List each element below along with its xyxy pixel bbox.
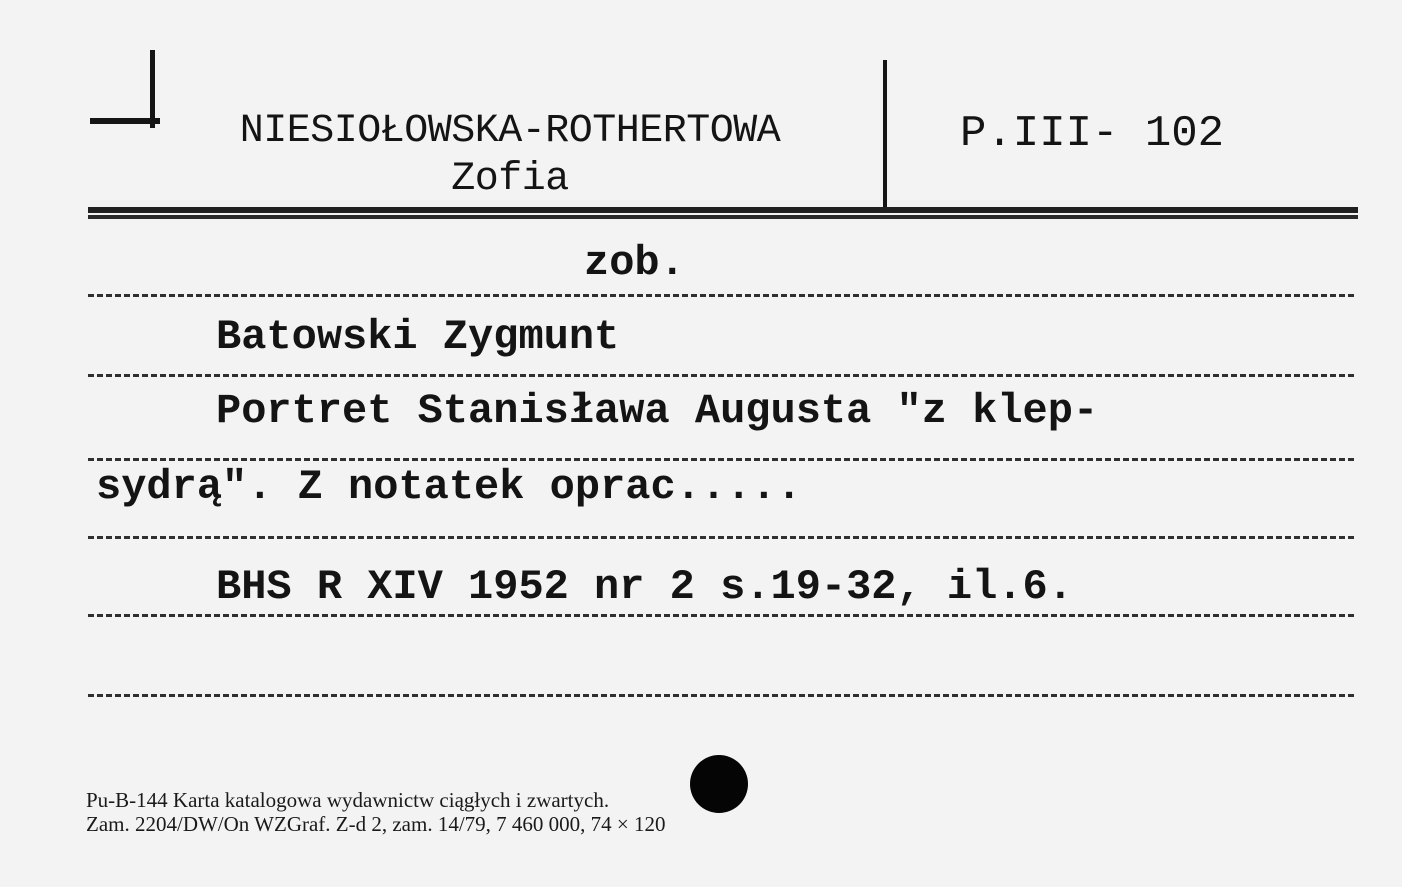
dotted-rule — [88, 614, 1354, 617]
footer-print-info: Zam. 2204/DW/On WZGraf. Z-d 2, zam. 14/79, 7 460 000, 74 × 120 — [86, 812, 666, 836]
dotted-rule — [88, 294, 1354, 297]
article-title-line-2: sydrą". Z notatek oprac..... — [96, 463, 802, 511]
dotted-rule — [88, 458, 1354, 461]
dotted-rule — [88, 536, 1354, 539]
source-citation: BHS R XIV 1952 nr 2 s.19-32, il.6. — [216, 563, 1073, 611]
heading-rule-secondary — [88, 215, 1358, 219]
card-footer — [86, 788, 666, 836]
article-title-line-1: Portret Stanisława Augusta "z klep- — [216, 387, 1099, 435]
footer-form-info: Pu-B-144 Karta katalogowa wydawnictw ciągłych i zwartych. — [86, 788, 610, 812]
see-also-label: zob. — [584, 239, 685, 287]
dotted-rule — [88, 374, 1354, 377]
card-heading — [150, 108, 870, 204]
dotted-rule — [88, 694, 1354, 697]
punch-hole — [690, 755, 748, 813]
heading-divider — [883, 60, 887, 212]
heading-rule — [88, 207, 1358, 213]
author-given-name: Zofia — [451, 157, 569, 202]
author-surname: NIESIOŁOWSKA-ROTHERTOWA — [239, 109, 781, 154]
referenced-author: Batowski Zygmunt — [216, 313, 620, 361]
call-number: P.III- 102 — [960, 109, 1225, 159]
